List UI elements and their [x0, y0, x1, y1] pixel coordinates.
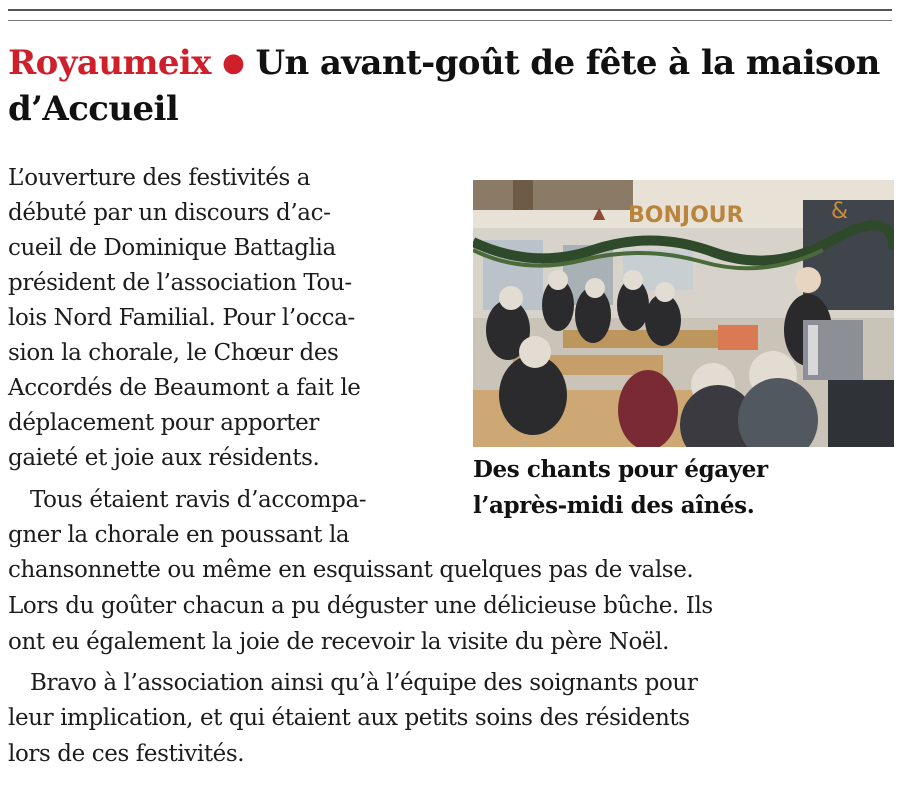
headline-title-line2: d’Accueil [8, 89, 179, 129]
headline-title-line1: Un avant-goût de fête à la maison [255, 43, 880, 83]
banner-text: BONJOUR [628, 203, 744, 228]
body-line: président de l’association Tou- [8, 270, 352, 296]
body-line: Lors du goûter chacun a pu déguster une délicieuse bûche. Ils [8, 593, 713, 619]
photo-illustration [473, 180, 894, 447]
body-line: déplacement pour apporter [8, 410, 319, 436]
body-line: lors de ces festivités. [8, 741, 245, 767]
article-headline [8, 40, 888, 132]
svg-text:&: & [831, 199, 849, 224]
photo-caption-line1: Des chants pour égayer [473, 456, 768, 483]
body-line: cueil de Dominique Battaglia [8, 235, 336, 261]
article-photo [473, 180, 894, 447]
body-line: leur implication, et qui étaient aux petits soins des résidents [8, 705, 690, 731]
body-line: gner la chorale en poussant la [8, 522, 350, 548]
body-line: L’ouverture des festivités a [8, 165, 311, 191]
body-line: débuté par un discours d’ac- [8, 200, 331, 226]
headline-kicker: Royaumeix [8, 43, 211, 83]
body-line: ont eu également la joie de recevoir la visite du père Noël. [8, 629, 670, 655]
body-line: Bravo à l’association ainsi qu’à l’équipe des soignants pour [30, 670, 698, 696]
body-line: Tous étaient ravis d’accompa- [30, 487, 367, 513]
body-line: gaieté et joie aux résidents. [8, 445, 320, 471]
top-rule-thin [8, 20, 892, 21]
body-line: sion la chorale, le Chœur des [8, 340, 339, 366]
body-line: lois Nord Familial. Pour l’occa- [8, 305, 355, 331]
svg-text:▲: ▲ [593, 203, 606, 222]
body-line: Accordés de Beaumont a fait le [8, 375, 361, 401]
headline-bullet: ● [222, 48, 245, 78]
body-line: chansonnette ou même en esquissant quelques pas de valse. [8, 557, 694, 583]
top-rule [8, 9, 892, 11]
photo-caption-line2: l’après-midi des aînés. [473, 492, 755, 519]
